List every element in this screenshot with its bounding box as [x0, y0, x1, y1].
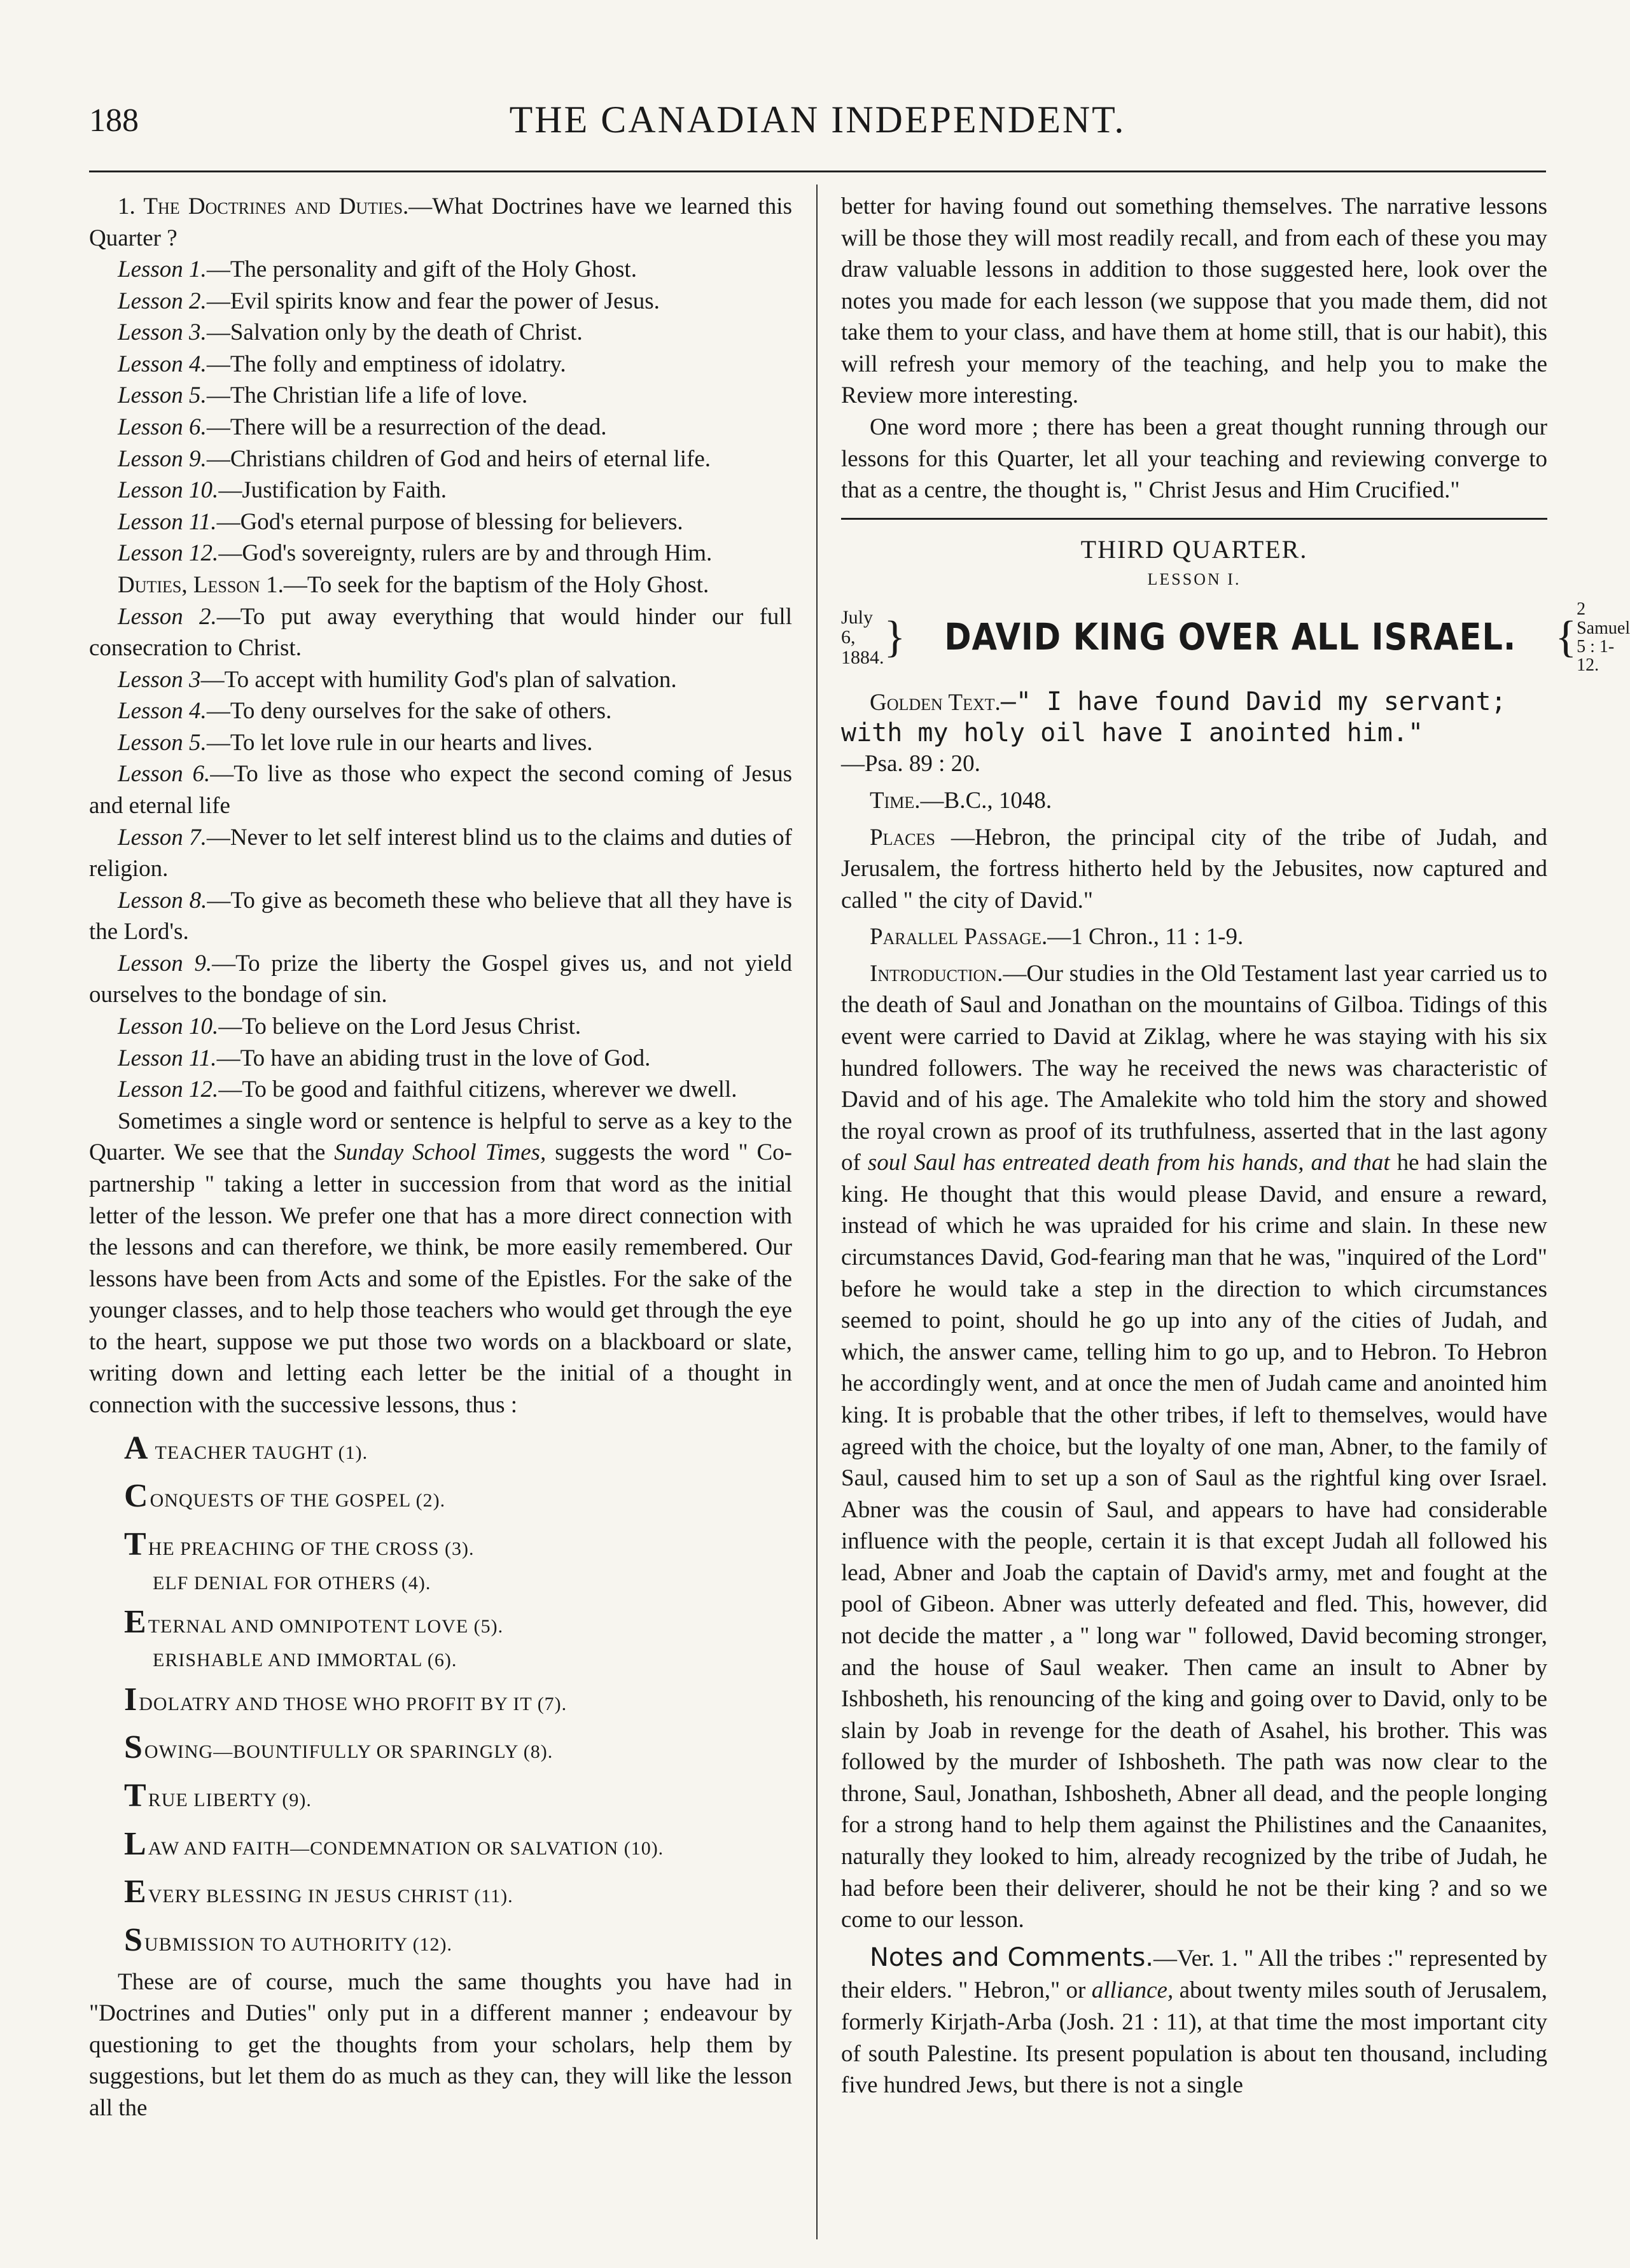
brace-icon: }: [884, 612, 906, 662]
lesson-label: Lesson 9.: [118, 445, 207, 472]
acrostic-initial: E: [124, 1603, 147, 1640]
duties-intro: Duties, Lesson 1.—To seek for the baptism of the Holy Ghost.: [118, 571, 709, 598]
acrostic-line: [124, 1474, 792, 1519]
acrostic-line: [153, 1648, 792, 1673]
lesson-label: Lesson 6.: [118, 414, 207, 441]
lesson-item: [89, 695, 792, 727]
lesson-title: DAVID KING OVER ALL ISRAEL.: [944, 615, 1517, 659]
key-paragraph: Sometimes a single word or sentence is helpful to serve as a key to the Quarter. We see that the Sunday School Times, suggests the word " Co-partnership " taking a letter in succession from that word as the initial letter of the lesson. We prefer one that has a more direct connection with the lessons and can therefore, we think, be more easily remembered. Our lessons have been from Acts and some of the Epistles. For the sake of the younger classes, and to help those teachers who would get through the eye to the heart, suppose we put those two words on a blackboard or slate, writing down and letting each letter be the initial of a thought in connection with the successive lessons, thus :: [89, 1108, 793, 1418]
parallel-passage: Parallel Passage.—1 Chron., 11 : 1-9.: [870, 924, 1244, 950]
lesson-label: Lesson 2.: [118, 288, 207, 314]
lesson-item: [89, 822, 792, 885]
lesson-item: [89, 948, 792, 1011]
lesson-item: [89, 538, 792, 569]
acrostic-text: ERISHABLE AND IMMORTAL (6).: [153, 1650, 457, 1671]
acrostic-text: ONQUESTS OF THE GOSPEL (2).: [150, 1490, 446, 1512]
acrostic-initial: S: [124, 1729, 143, 1766]
acrostic-line: [124, 1600, 792, 1645]
acrostic-text: VERY BLESSING IN JESUS CHRIST (11).: [148, 1886, 513, 1907]
lesson-item: [89, 443, 792, 475]
lesson-text: —To prize the liberty the Gospel gives us, and not yield ourselves to the bondage of sin.: [89, 950, 792, 1008]
lesson-item: [89, 1043, 792, 1075]
acrostic-text: TERNAL AND OMNIPOTENT LOVE (5).: [148, 1615, 504, 1637]
acrostic-initial: T: [124, 1526, 147, 1562]
right-column: [841, 191, 1630, 2101]
lesson-text: —To put away everything that would hinder our full consecration to Christ.: [89, 603, 792, 662]
lesson-label: Lesson 10.: [118, 1013, 219, 1040]
golden-text-ref: —Psa. 89 : 20.: [841, 751, 980, 777]
lesson-text: —God's sovereignty, rulers are by and through Him.: [218, 540, 713, 567]
lesson-text: —To have an abiding trust in the love of God.: [216, 1045, 651, 1071]
acrostic-initial: L: [124, 1825, 147, 1862]
lesson-label: Lesson 11.: [118, 508, 217, 535]
running-title: THE CANADIAN INDEPENDENT.: [509, 99, 1126, 141]
places-paragraph: Places —Hebron, the principal city of the tribe of Judah, and Jerusalem, the fortress hitherto held by the Jebusites, now captured and called " the city of David.": [841, 824, 1547, 914]
acrostic-initial: I: [124, 1681, 138, 1718]
lesson-label: Lesson 9.: [118, 950, 212, 977]
acrostic-text: OWING—BOUNTIFULLY OR SPARINGLY (8).: [144, 1741, 554, 1763]
lesson-label: Lesson 5.: [118, 382, 207, 409]
lesson-item: [89, 1011, 792, 1043]
quarter-heading: THIRD QUARTER.: [1080, 534, 1308, 564]
lesson-label: Lesson 7.: [118, 824, 207, 851]
acrostic-line: [124, 1774, 792, 1818]
lesson-label: Lesson 4.: [118, 351, 207, 377]
doctrines-list: [89, 254, 792, 569]
lesson-date: July 6, 1884.: [841, 606, 884, 668]
lesson-label: Lesson 1.: [118, 256, 207, 283]
lesson-label: Lesson 5.: [118, 729, 207, 756]
golden-text: Golden Text.—" I have found David my servant; with my holy oil have I anointed him.": [841, 686, 1507, 748]
acrostic-line: [124, 1725, 792, 1770]
lesson-text: —To live as those who expect the second coming of Jesus and eternal life: [89, 761, 792, 819]
lesson-text: —To be good and faithful citizens, wherever we dwell.: [218, 1076, 737, 1103]
brace-icon: {: [1555, 612, 1577, 662]
acrostic-line: [124, 1678, 792, 1722]
acrostic-text: HE PREACHING OF THE CROSS (3).: [148, 1538, 475, 1559]
lesson-label: Lesson 11.: [118, 1045, 217, 1071]
lesson-text: —The Christian life a life of love.: [206, 382, 528, 409]
introduction-paragraph: Introduction.—Our studies in the Old Testament last year carried us to the death of Saul and Jonathan on the mountains of Gilboa. Tidings of this event were carried to David at Ziklag, where he was staying with his six hundred followers. The way he received the news was characteristic of David and of his age. The Amalekite who told him the story and showed the royal crown as proof of its truthfulness, asserted that in the last agony of soul Saul has entreated death from his hands, and that he had slain the king. He thought that this would please David, and ensure a reward, instead of which he was upraided for his crime and slain. In these new circumstances David, God-fearing man that he was, "inquired of the Lord" before he would take a step in the direction to which circumstances seemed to point, should he go up into any of the cities of Judah, and which, the answer came, telling him to go up, and to Hebron. To Hebron he accordingly went, and at once the men of Judah came and anointed him king. It is probable that the other tribes, if left to themselves, would have agreed with the choice, but the loyalty of one man, Abner, to the family of Saul, caused him to set up a son of Saul as the rightful king over Israel. Abner was the cousin of Saul, and appears to have had considerable influence with the people, certain it is that except Judah all followed his lead, Abner and Joab the captain of David's army, met and fought at the pool of Gibeon. Abner was utterly defeated and fled. This, however, did not decide the matter , a " long war " followed, David becoming stronger, and the house of Saul weaker. Then came an insult to Abner by Ishbosheth, his renouncing of the king and going over to David, only to be slain by Joab in revenge for the death of Asahel, his brother. This was followed by the murder of Ishbosheth. The path was now clear to the throne, Saul, Jonathan, Ishbosheth, Abner all dead, and the people longing for a strong hand to help them against the Philistines and the Canaanites, naturally they looked to him, already recognized by the tribe of Judah, he had before been their deliverer, should he not be their king ? and so we come to our lesson.: [841, 960, 1548, 1933]
notes-paragraph: Notes and Comments.—Ver. 1. " All the tribes :" represented by their elders. " Hebron," or alliance, about twenty miles south of Jerusalem, formerly Kirjath-Arba (Josh. 21 : 11), at that time the most important city of south Palestine. Its present population is about ten thousand, including five hundred Jews, but there is not a single: [841, 1942, 1548, 2099]
lesson-text: —To believe on the Lord Jesus Christ.: [218, 1013, 582, 1040]
lesson-text: —To give as becometh these who believe that all they have is the Lord's.: [89, 887, 792, 945]
lesson-label: Lesson 6.: [118, 761, 211, 788]
acrostic-list: [89, 1426, 792, 1963]
acrostic-text: DOLATRY AND THOSE WHO PROFIT BY IT (7).: [139, 1693, 568, 1715]
lesson-label: Lesson 12.: [118, 1076, 219, 1103]
lesson-item: [89, 349, 792, 380]
lesson-label: Lesson 12.: [118, 540, 219, 567]
acrostic-line: [124, 1426, 792, 1471]
column-divider: [816, 184, 818, 2239]
lesson-item: [89, 254, 792, 286]
lesson-text: —To deny ourselves for the sake of others.: [206, 698, 612, 725]
lesson-label: Lesson 2.: [118, 603, 217, 630]
lesson-label: Lesson 8.: [118, 887, 207, 914]
acrostic-line: [153, 1571, 792, 1596]
left-column: [89, 191, 792, 2124]
acrostic-initial: C: [124, 1478, 149, 1515]
acrostic-line: [124, 1522, 792, 1567]
lesson-text: —Never to let self interest blind us to the claims and duties of religion.: [89, 824, 792, 882]
page-number: 188: [89, 102, 139, 139]
acrostic-text: TEACHER TAUGHT (1).: [150, 1442, 368, 1463]
lesson-label: Lesson 10.: [118, 477, 219, 504]
lesson-item: [89, 317, 792, 349]
lesson-item: [89, 412, 792, 443]
lesson-item: [89, 506, 792, 538]
acrostic-text: RUE LIBERTY (9).: [148, 1789, 312, 1811]
section-rule: [841, 518, 1547, 520]
time-line: Time.—B.C., 1048.: [870, 787, 1052, 814]
lesson-text: —To let love rule in our hearts and lives.: [206, 729, 593, 756]
lesson-label: Lesson 3.: [118, 319, 207, 346]
lesson-text: —The folly and emptiness of idolatry.: [206, 351, 566, 377]
lesson-number: LESSON I.: [1147, 570, 1241, 589]
closing-paragraph: These are of course, much the same thoughts you have had in "Doctrines and Duties" only put in a different manner ; endeavour by questioning to get the thoughts from your scholars, help them by suggestions, but let them do as much as they can, they will like the lesson all the: [89, 1968, 792, 2121]
lesson-item: [89, 664, 792, 696]
acrostic-initial: S: [124, 1921, 143, 1958]
continued-paragraph: better for having found out something themselves. The narrative lessons will be those they will most readily recall, and from each of these you may draw valuable lessons in addition to those suggested here, look over the notes you made for each lesson (we suppose that you made them, did not take them to your class, and have them at home still, that is our habit), this will refresh your memory of the teaching, and help you to make the Review more interesting.: [841, 193, 1547, 409]
acrostic-text: ELF DENIAL FOR OTHERS (4).: [153, 1572, 431, 1594]
lesson-item: [89, 475, 792, 506]
lesson-label: Lesson 4.: [118, 698, 207, 725]
lesson-item: [89, 601, 792, 664]
lesson-text: —Evil spirits know and fear the power of Jesus.: [206, 288, 660, 314]
page-header: [89, 89, 1546, 146]
lesson-item: [89, 758, 792, 821]
acrostic-initial: E: [124, 1874, 147, 1910]
scripture-reference: 2 Samuel 5 : 1-12.: [1577, 599, 1630, 676]
acrostic-line: [124, 1870, 792, 1914]
lesson-text: —God's eternal purpose of blessing for believers.: [216, 508, 683, 535]
acrostic-line: [124, 1822, 792, 1867]
lesson-text: —The personality and gift of the Holy Ghost.: [206, 256, 637, 283]
acrostic-initial: T: [124, 1777, 147, 1814]
acrostic-text: UBMISSION TO AUTHORITY (12).: [144, 1933, 453, 1955]
lesson-title-row: [841, 599, 1630, 676]
lesson-item: [89, 727, 792, 759]
lesson-text: —Salvation only by the death of Christ.: [206, 319, 583, 346]
doctrines-intro: 1. The Doctrines and Duties.—What Doctrines have we learned this Quarter ?: [89, 193, 792, 251]
acrostic-text: AW AND FAITH—CONDEMNATION OR SALVATION (10).: [148, 1837, 664, 1859]
lesson-text: —Justification by Faith.: [218, 477, 447, 504]
lesson-label: Lesson 3: [118, 666, 201, 693]
lesson-text: —To accept with humility God's plan of salvation.: [200, 666, 677, 693]
header-rule: [89, 170, 1546, 172]
acrostic-line: [124, 1918, 792, 1963]
lesson-item: [89, 885, 792, 948]
duties-list: [89, 601, 792, 1106]
lesson-text: —There will be a resurrection of the dead.: [206, 414, 607, 441]
lesson-item: [89, 1074, 792, 1106]
lesson-text: —Christians children of God and heirs of eternal life.: [206, 445, 711, 472]
lesson-item: [89, 380, 792, 412]
lesson-item: [89, 286, 792, 317]
one-word-paragraph: One word more ; there has been a great thought running through our lessons for this Quarter, let all your teaching and reviewing converge to that as a centre, the thought is, " Christ Jesus and Him Crucified.": [841, 414, 1547, 504]
acrostic-initial: A: [124, 1430, 149, 1466]
